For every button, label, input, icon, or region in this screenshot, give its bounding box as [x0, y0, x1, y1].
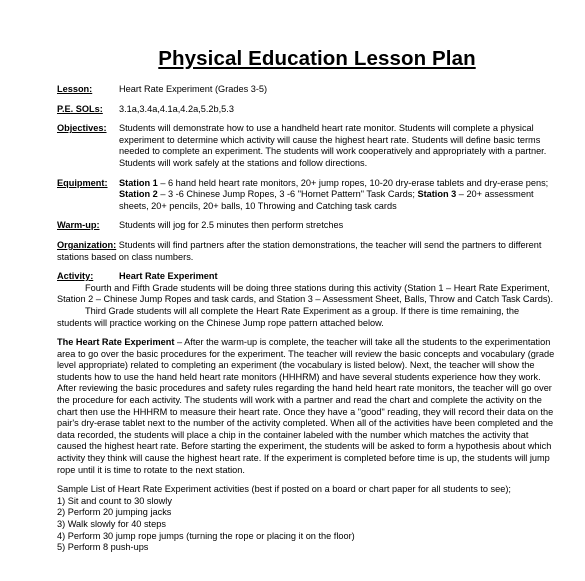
list-item: 1) Sit and count to 30 slowly	[57, 495, 172, 506]
warmup-value: Students will jog for 2.5 minutes then perform stretches	[119, 220, 344, 231]
page-title: Physical Education Lesson Plan	[158, 47, 476, 70]
experiment-block	[57, 337, 555, 476]
lesson-label: Lesson:	[57, 84, 93, 94]
sols-row	[57, 104, 555, 116]
activity-block	[57, 271, 555, 329]
warmup-row	[57, 220, 555, 232]
experiment-text: – After the warm-up is complete, the teacher will take all the students to the experimentation area to go over the basic procedures for the experiment. The teacher will review the basic concepts and vocabulary (grade level appropriate) related to completing an experiment (the vocabulary is listed below). Next, the teacher will show the students how to use the hand held heart rate monitors (HHHRM) and have several students experience how they work. After reviewing the basic procedures and safety rules regarding the hand held heart rate monitors, the teacher will go over the procedure for each activity. The students will work with a partner and read the chart and complete the activity on the chart then use the HHHRM to measure their heart rate. Once they have a "good" reading, they will record their data on the pair's dry-erase tablet next to the number of the activity completed. When all of the activities have been completed and the data recorded, the students will place a chip in the container labeled with the number which matches the activity that caused the highest heart rate. Before starting the experiment, the students will be asked to form a hypothesis about which activity they think will cause the highest heart rate. If the experiment is completed before time is up, the students will jump rope until it is time to rotate to the next station.	[57, 337, 555, 475]
organization-block	[57, 240, 555, 263]
experiment-heading: The Heart Rate Experiment	[57, 337, 175, 348]
station1-label: Station 1	[119, 177, 158, 188]
activity-para1: Fourth and Fifth Grade students will be doing three stations during this activity (Station 1 – Heart Rate Experiment, Station 2 – Chinese Jump Ropes and task cards, and Station 3 – Assessment Sheet, Balls, Throw and Catch Task Cards).	[57, 282, 554, 305]
equipment-row	[57, 178, 555, 213]
equipment-value	[119, 178, 555, 213]
activity-header	[57, 271, 555, 283]
objectives-label: Objectives:	[57, 123, 107, 134]
station2-text: – 3 -6 Chinese Jump Ropes, 3 -6 "Hornet Pattern" Task Cards;	[157, 189, 418, 200]
station3-text: – 20+ assessment sheets, 20+ pencils, 20+ balls, 10 Throwing and Catching task cards	[119, 189, 534, 211]
list-item: 3) Walk slowly for 40 steps	[57, 519, 166, 529]
sols-value: 3.1a,3.4a,4.1a,4.2a,5.2b,5.3	[119, 103, 234, 114]
lesson-value: Heart Rate Experiment (Grades 3-5)	[119, 84, 268, 94]
station2-label: Station 2	[119, 189, 158, 200]
objectives-row	[57, 123, 555, 169]
list-item: 4) Perform 30 jump rope jumps (turning the rope or placing it on the floor)	[57, 530, 355, 541]
sample-list	[57, 496, 555, 554]
station1-text: – 6 hand held heart rate monitors, 20+ jump ropes, 10-20 dry-erase tablets and dry-erase pens;	[157, 177, 549, 188]
list-item: 2) Perform 20 jumping jacks	[57, 507, 172, 518]
activity-para2: Third Grade students will all complete the Heart Rate Experiment as a group. If there is time remaining, the students will practice working on the Chinese Jump rope pattern attached below.	[57, 305, 520, 328]
list-item: 5) Perform 8 push-ups	[57, 542, 149, 553]
equipment-label: Equipment:	[57, 177, 108, 188]
sample-intro: Sample List of Heart Rate Experiment activities (best if posted on a board or chart paper for all students to see);	[57, 484, 511, 495]
objectives-value: Students will demonstrate how to use a handheld heart rate monitor. Students will complete a physical experiment to determine which activity will cause the highest heart rate. Students will define basic terms needed to complete an experiment. The students will work cooperatively and appropriately with a partner. Students will work safely at the stations and follow directions.	[119, 123, 547, 168]
activity-heading: Heart Rate Experiment	[119, 271, 218, 282]
sols-label: P.E. SOLs:	[57, 103, 103, 114]
organization-label: Organization:	[57, 239, 117, 250]
activity-label: Activity:	[57, 271, 94, 282]
lesson-row	[57, 84, 555, 96]
organization-value: Students will find partners after the station demonstrations, the teacher will send the partners to different stations based on class numbers.	[57, 239, 542, 262]
station3-label: Station 3	[417, 189, 457, 200]
sample-block	[57, 484, 555, 554]
warmup-label: Warm-up:	[57, 220, 100, 231]
